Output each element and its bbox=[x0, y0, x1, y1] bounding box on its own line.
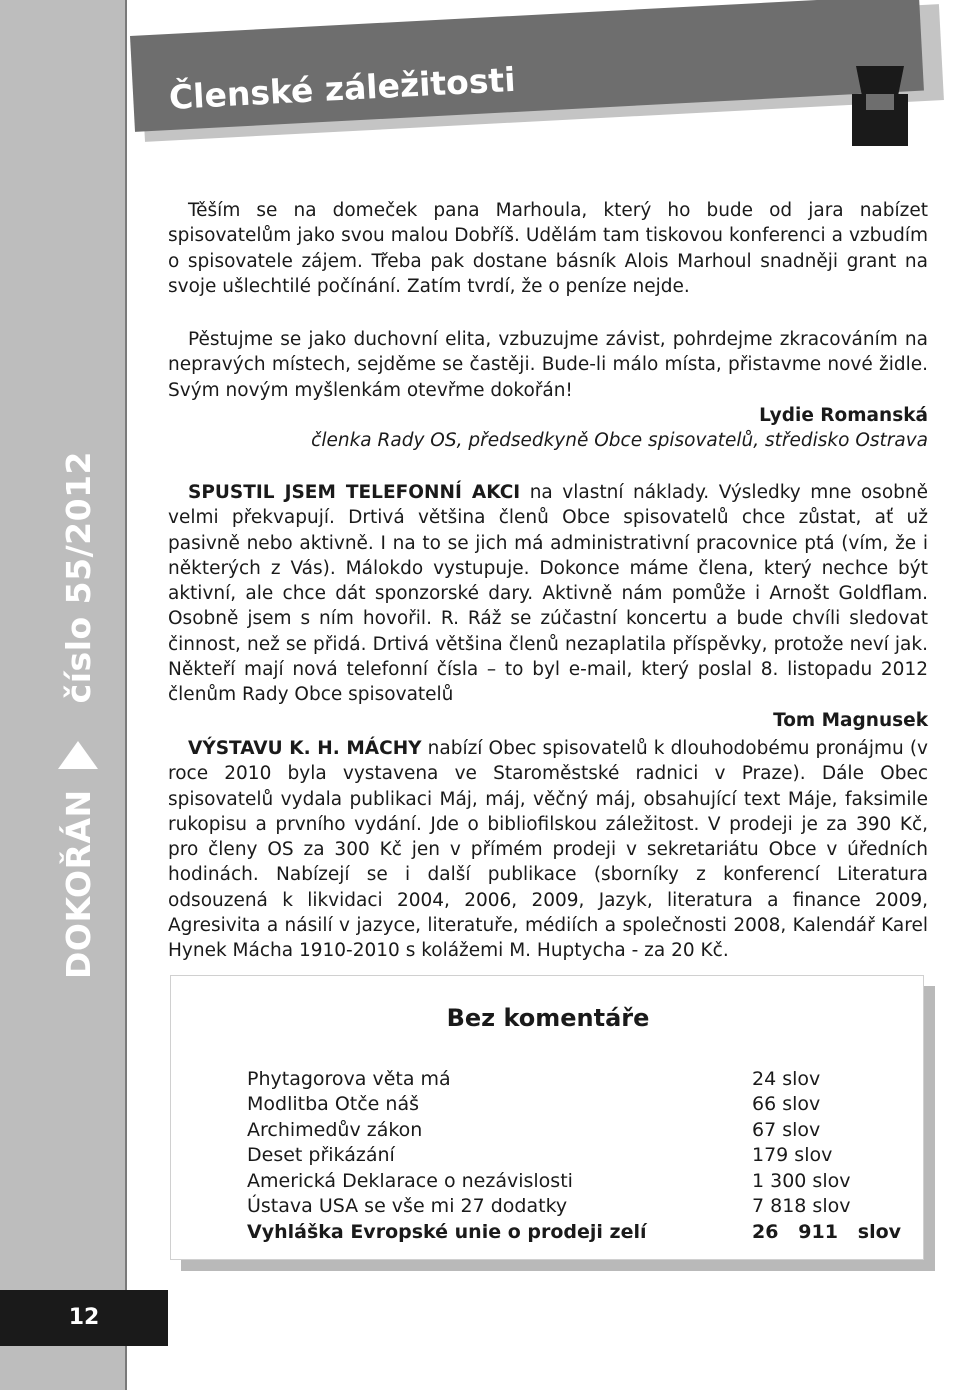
page-number: 12 bbox=[0, 1290, 168, 1346]
row-label: Americká Deklarace o nezávislosti bbox=[247, 1169, 573, 1192]
article-3-paragraph bbox=[168, 736, 928, 964]
article-1-paragraph-1: Těším se na domeček pana Marhoula, který ho bude od jara nabízet spisovatelům jako svou malou Dobříš. Udělám tam tiskovou konferenci a vzbudím o spisovatele zájem. Třeba pak dostane básník Alois Marhoul snadněji grant na svoje ušlechtilé počínání. Zatím tvrdí, že o peníze nejde. bbox=[168, 200, 928, 297]
article-2-text: na vlastní náklady. Výsledky mne osobně velmi překvapují. Drtivá většina členů Obce spisovatelů chce zůstat, ať už pasivně nebo aktivně. I na to se jich má administrativní pracovnice ptá (vím, že i některých z Vás). Málokdo vystupuje. Dokonce máme člena, který nechce být aktivní, ale chce dát sponzorské dary. Aktivně nám pomůže i Arnošt Goldflam. Osobně jsem s ním hovořil. R. Ráž se zúčastní koncertu a bude chvíli sledovat činnost, než se přidá. Drtivá většina členů nezaplatila příspěvky, protože neví jak. Někteří mají nová telefonní čísla – to byl e-mail, který poslal 8. listopadu 2012 členům Rady Obce spisovatelů bbox=[168, 482, 928, 706]
article-2 bbox=[168, 480, 928, 733]
row-label: Phytagorova věta má bbox=[247, 1067, 451, 1090]
row-value: 1 300 slov bbox=[752, 1169, 851, 1192]
article-2-paragraph bbox=[168, 480, 928, 708]
row-value: 24 slov bbox=[752, 1067, 821, 1090]
box-title: Bez komentáře bbox=[446, 1004, 650, 1032]
row-value: 179 slov bbox=[752, 1144, 833, 1167]
table-row bbox=[247, 1092, 901, 1118]
article-1-author: Lydie Romanská bbox=[759, 404, 928, 426]
row-label: Vyhláška Evropské unie o prodeji zelí bbox=[247, 1220, 647, 1243]
article-2-lead: SPUSTIL JSEM TELEFONNÍ AKCI bbox=[188, 482, 521, 503]
sidebar-title bbox=[58, 451, 98, 979]
table-row bbox=[247, 1168, 901, 1194]
row-value: 67 slov bbox=[752, 1118, 821, 1141]
table-row bbox=[247, 1143, 901, 1169]
article-1-paragraph-2: Pěstujme se jako duchovní elita, vzbuzujme závist, pohrdejme zkracováním na nepravých místech, sejděme se častěji. Bude-li málo místa, přistavme nové židle. Svým novým myšlenkám otevřme dokořán! bbox=[168, 329, 928, 401]
row-value: 26 911 slov bbox=[752, 1220, 902, 1243]
table-row-highlight bbox=[247, 1219, 901, 1245]
article-1 bbox=[168, 198, 928, 299]
row-value: 66 slov bbox=[752, 1093, 821, 1116]
article-3 bbox=[168, 736, 928, 964]
sidebar bbox=[0, 0, 127, 1390]
triangle-icon bbox=[58, 741, 98, 769]
article-2-author: Tom Magnusek bbox=[773, 709, 928, 731]
article-1-author-role: členka Rady OS, předsedkyně Obce spisovatelů, středisko Ostrava bbox=[311, 430, 928, 452]
section-title: Členské záležitosti bbox=[168, 59, 517, 117]
cup-logo-icon bbox=[852, 64, 908, 148]
row-label: Deset přikázání bbox=[247, 1144, 395, 1167]
word-count-table bbox=[247, 1066, 901, 1245]
issue-number: číslo 55/2012 bbox=[58, 451, 98, 704]
row-label: Archimedův zákon bbox=[247, 1118, 423, 1141]
table-row bbox=[247, 1066, 901, 1092]
row-value: 7 818 slov bbox=[752, 1195, 851, 1218]
no-comment-box bbox=[170, 975, 924, 1260]
row-label: Ústava USA se vše mi 27 dodatky bbox=[247, 1195, 568, 1218]
table-row bbox=[247, 1194, 901, 1220]
article-3-lead: VÝSTAVU K. H. MÁCHY bbox=[188, 738, 422, 759]
table-row bbox=[247, 1117, 901, 1143]
article-3-text: nabízí Obec spisovatelů k dlouhodobému pronájmu (v roce 2010 byla vystavena ve Staroměstské radnici v Praze). Dále Obec spisovatelů vydala publikaci Máj, máj, věčný máj, obsahující text Máje, faksimile rukopisu a prvního vydání. Jde o bibliofilskou záležitost. V prodeji je za 390 Kč, pro členy OS za 300 Kč jen v přímém prodeji v sekretariátu Obce v úředních hodinách. Nabízejí se i další publikace (sborníky z konferencí Literatura odsouzená k likvidaci 2004, 2006, 2009, Jazyk, literatura a finance 2009, Agresivita a násilí v jazyce, literatuře, médiích a společnosti 2008, Kalendář Karel Hynek Mácha 1910-2010 s kolážemi M. Huptycha - za 20 Kč. bbox=[168, 738, 928, 962]
article-1-cont bbox=[168, 327, 928, 453]
magazine-name: DOKOŘÁN bbox=[58, 789, 98, 979]
row-label: Modlitba Otče náš bbox=[247, 1093, 419, 1116]
